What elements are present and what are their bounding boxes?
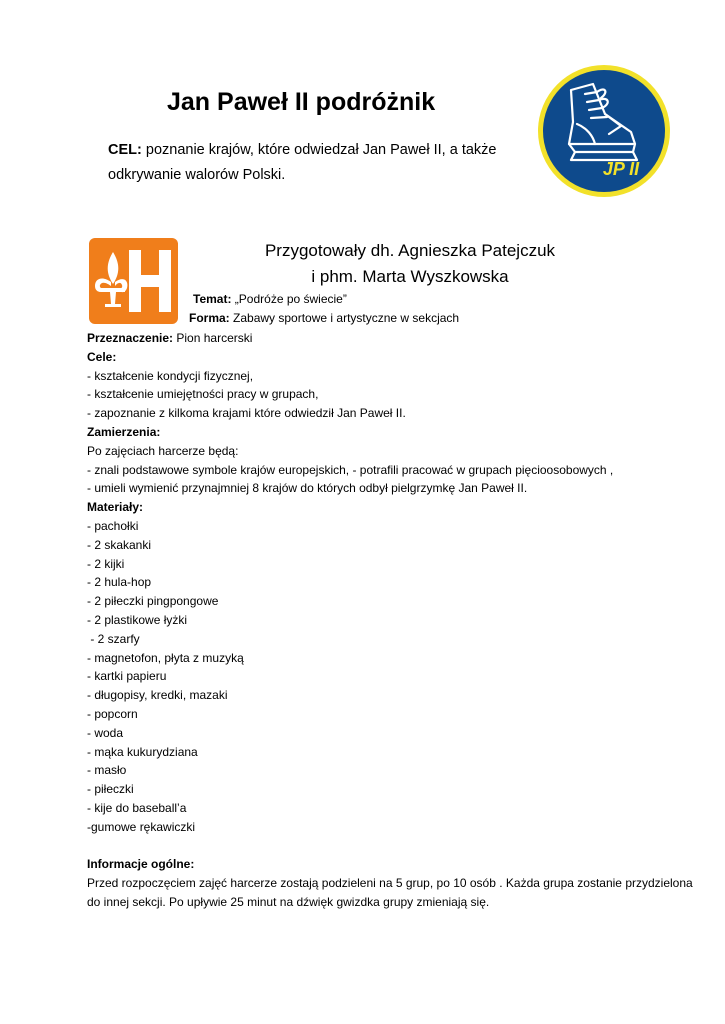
goal-text: poznanie krajów, które odwiedzał Jan Paweł II, a także odkrywanie walorów Polski. [108,142,497,183]
cele-item: - kształcenie umiejętności pracy w grupach, [87,387,319,402]
badge-text: JP II [602,159,640,179]
material-item: - kije do baseball’a [87,800,187,815]
authors-line-2: i phm. Marta Wyszkowska [311,267,509,286]
material-item: - 2 plastikowe łyżki [87,612,188,627]
topic-line [193,292,347,306]
form-line [189,311,459,325]
form-value: Zabawy sportowe i artystyczne w sekcjach [233,311,460,325]
goal-label: CEL: [108,142,142,158]
material-item: - kartki papieru [87,669,167,684]
form-label: Forma: [189,311,230,325]
zamierzenia-intro: Po zajęciach harcerze będą: [87,443,239,458]
purpose-line [87,329,697,348]
material-item: - piłeczki [87,782,134,797]
cele-item: - kształcenie kondycji fizycznej, [87,368,254,383]
scout-logo [89,238,178,324]
scout-lily-h-logo [89,238,178,324]
cele-item: - zapoznanie z kilkoma krajami które odwiedził Jan Paweł II. [87,406,406,421]
material-item: - 2 skakanki [87,537,152,552]
authors [252,238,568,290]
spacer [87,837,697,856]
material-item: - masło [87,763,127,778]
jp2-badge [535,62,673,200]
material-item: - popcorn [87,706,138,721]
hiking-boot-icon [535,62,673,200]
zamierzenia-heading: Zamierzenia: [87,424,161,439]
material-item: - 2 kijki [87,556,125,571]
material-item: - długopisy, kredki, mazaki [87,688,228,703]
material-item: - woda [87,725,124,740]
materialy-heading: Materiały: [87,500,144,515]
topic-value: „Podróże po świecie” [234,292,347,306]
zamierzenia-item: - znali podstawowe symbole krajów europejskich, - potrafili pracować w grupach pięcioosobowych , [87,462,614,477]
purpose-label: Przeznaczenie: [87,331,174,345]
material-item: - magnetofon, płyta z muzyką [87,650,244,665]
zamierzenia-item: - umieli wymienić przynajmniej 8 krajów do których odbył pielgrzymkę Jan Paweł II. [87,481,528,496]
material-item: - 2 szarfy [87,631,140,646]
goal-paragraph [108,138,538,188]
material-item: - mąka kukurydziana [87,744,198,759]
material-item: - 2 hula-hop [87,575,152,590]
material-item: - 2 piłeczki pingpongowe [87,594,219,609]
material-item: - pachołki [87,518,139,533]
document-body [87,329,697,912]
page-title: Jan Paweł II podróżnik [167,88,436,116]
purpose-value: Pion harcerski [176,331,253,345]
info-heading: Informacje ogólne: [87,857,195,872]
material-item: -gumowe rękawiczki [87,819,196,834]
cele-heading: Cele: [87,349,117,364]
authors-line-1: Przygotowały dh. Agnieszka Patejczuk [264,241,556,260]
topic-label: Temat: [193,292,232,306]
info-text: Przed rozpoczęciem zajęć harcerze zostają podzieleni na 5 grup, po 10 osób . Każda grupa zostanie przydzielona do innej sekcji. Po upływie 25 minut na dźwięk gwizdka grupy zmieniają się. [87,876,693,909]
